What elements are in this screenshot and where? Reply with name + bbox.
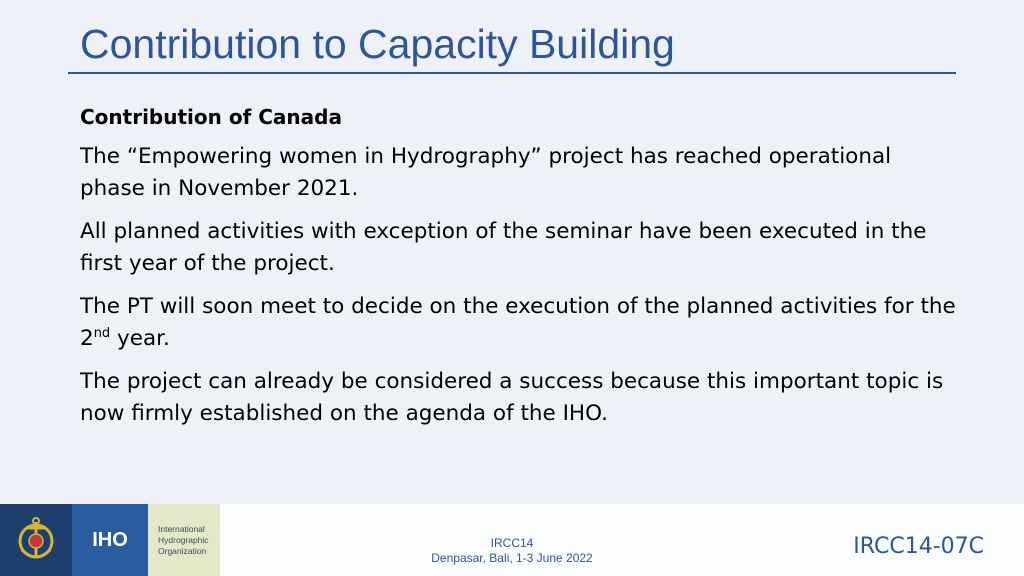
document-code: IRCC14-07C — [853, 534, 984, 559]
footer-event-info — [390, 536, 634, 566]
section-heading: Contribution of Canada — [80, 105, 342, 129]
footer-event-name: IRCC14 — [490, 536, 534, 550]
paragraph-1: The “Empowering women in Hydrography” project has reached operational phase in November 2021. — [80, 144, 892, 201]
iho-logo-name-panel — [148, 504, 220, 576]
paragraph-3 — [80, 291, 960, 355]
ordinal-suffix: nd — [93, 325, 111, 341]
iho-emblem-icon — [0, 504, 72, 576]
paragraph-4: The project can already be considered a success because this important topic is now firmly established on the agenda of the IHO. — [80, 369, 944, 426]
paragraph-3-tail: year. — [110, 326, 170, 351]
paragraph-2: All planned activities with exception of the seminar have been executed in the first year of the project. — [80, 219, 927, 276]
slide-content — [80, 104, 960, 441]
slide-footer — [0, 504, 1024, 576]
iho-logo-name: International Hydrographic Organization — [158, 523, 209, 556]
paragraph-3-text: The PT will soon meet to decide on the execution of the planned activities for the 2 — [80, 294, 956, 351]
footer-event-place-date: Denpasar, Bali, 1-3 June 2022 — [431, 551, 593, 565]
title-underline — [68, 72, 956, 74]
iho-logo-abbr: IHO — [72, 504, 148, 576]
slide-title: Contribution to Capacity Building — [80, 21, 675, 67]
